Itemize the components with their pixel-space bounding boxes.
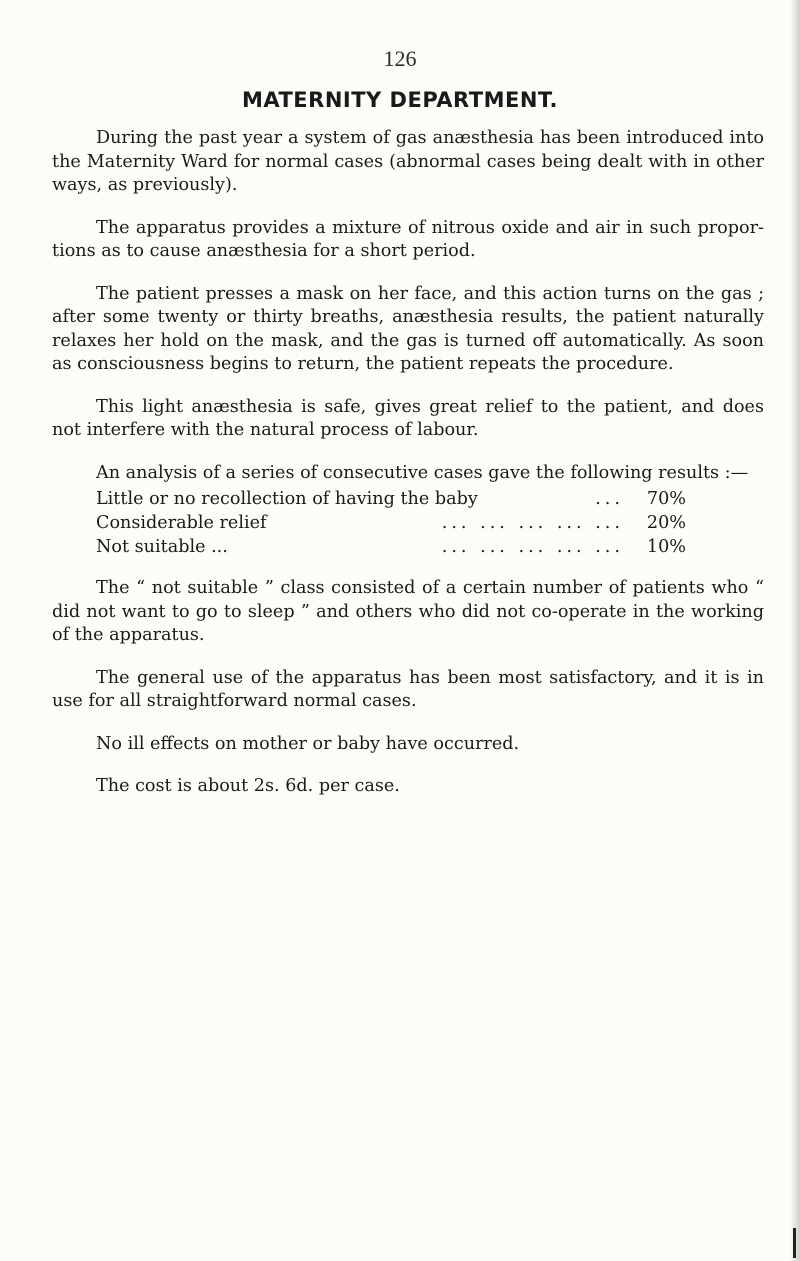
page-number: 126: [383, 46, 417, 71]
paragraph-no-ill-effects: No ill effects on mother or baby have occurred.: [96, 733, 520, 754]
paragraph-procedure: The patient presses a mask on her face, and this action turns on the gas ; after some twenty or thirty breaths, anæsthesia results, the patient naturally relaxes her hold on the mask, and the gas is turned off automatically. As soon as consciousness begins to return, the patient repeats the procedure.: [52, 283, 764, 374]
result-row: [96, 536, 686, 560]
result-value: 70%: [646, 489, 686, 509]
result-value: 20%: [646, 513, 686, 533]
paragraph-introduction: During the past year a system of gas anæsthesia has been introduced into the Maternity Ward for normal cases (abnormal cases being dealt with in other ways, as previously).: [52, 128, 764, 195]
paragraph-cost: The cost is about 2s. 6d. per case.: [96, 776, 400, 796]
result-label: Little or no recollection of having the baby: [96, 489, 478, 509]
page-edge-mark: [793, 1228, 796, 1258]
result-leader-dots: ... ... ... ... ...: [441, 537, 624, 557]
paragraph-general-use: The general use of the apparatus has been most satisfactory, and it is in use for all straightforward normal cases.: [52, 667, 764, 711]
result-row: [96, 512, 686, 536]
result-label: Not suitable ...: [96, 537, 228, 557]
page-edge-shadow: [790, 0, 800, 1261]
paragraph-not-suitable: The “ not suitable ” class consisted of a certain number of patients who “ did not want to go to sleep ” and others who did not co-operate in the working of the apparatus.: [52, 578, 764, 645]
document-body: [52, 127, 764, 818]
result-leader-dots: ...: [595, 489, 624, 509]
paragraph-safety: This light anæsthesia is safe, gives great relief to the patient, and does not interfere with the natural process of labour.: [52, 396, 764, 440]
paragraph-analysis: An analysis of a series of consecutive cases gave the following results :—: [96, 462, 749, 483]
result-label: Considerable relief: [96, 513, 267, 533]
result-row: [96, 488, 686, 512]
result-leader-dots: ... ... ... ... ...: [441, 513, 624, 533]
paragraph-apparatus: The apparatus provides a mixture of nitrous oxide and air in such propor- tions as to cause anæsthesia for a short period.: [52, 217, 764, 261]
page-title: MATERNITY DEPARTMENT.: [241, 88, 559, 112]
result-value: 10%: [646, 537, 686, 557]
results-table: [96, 488, 686, 560]
